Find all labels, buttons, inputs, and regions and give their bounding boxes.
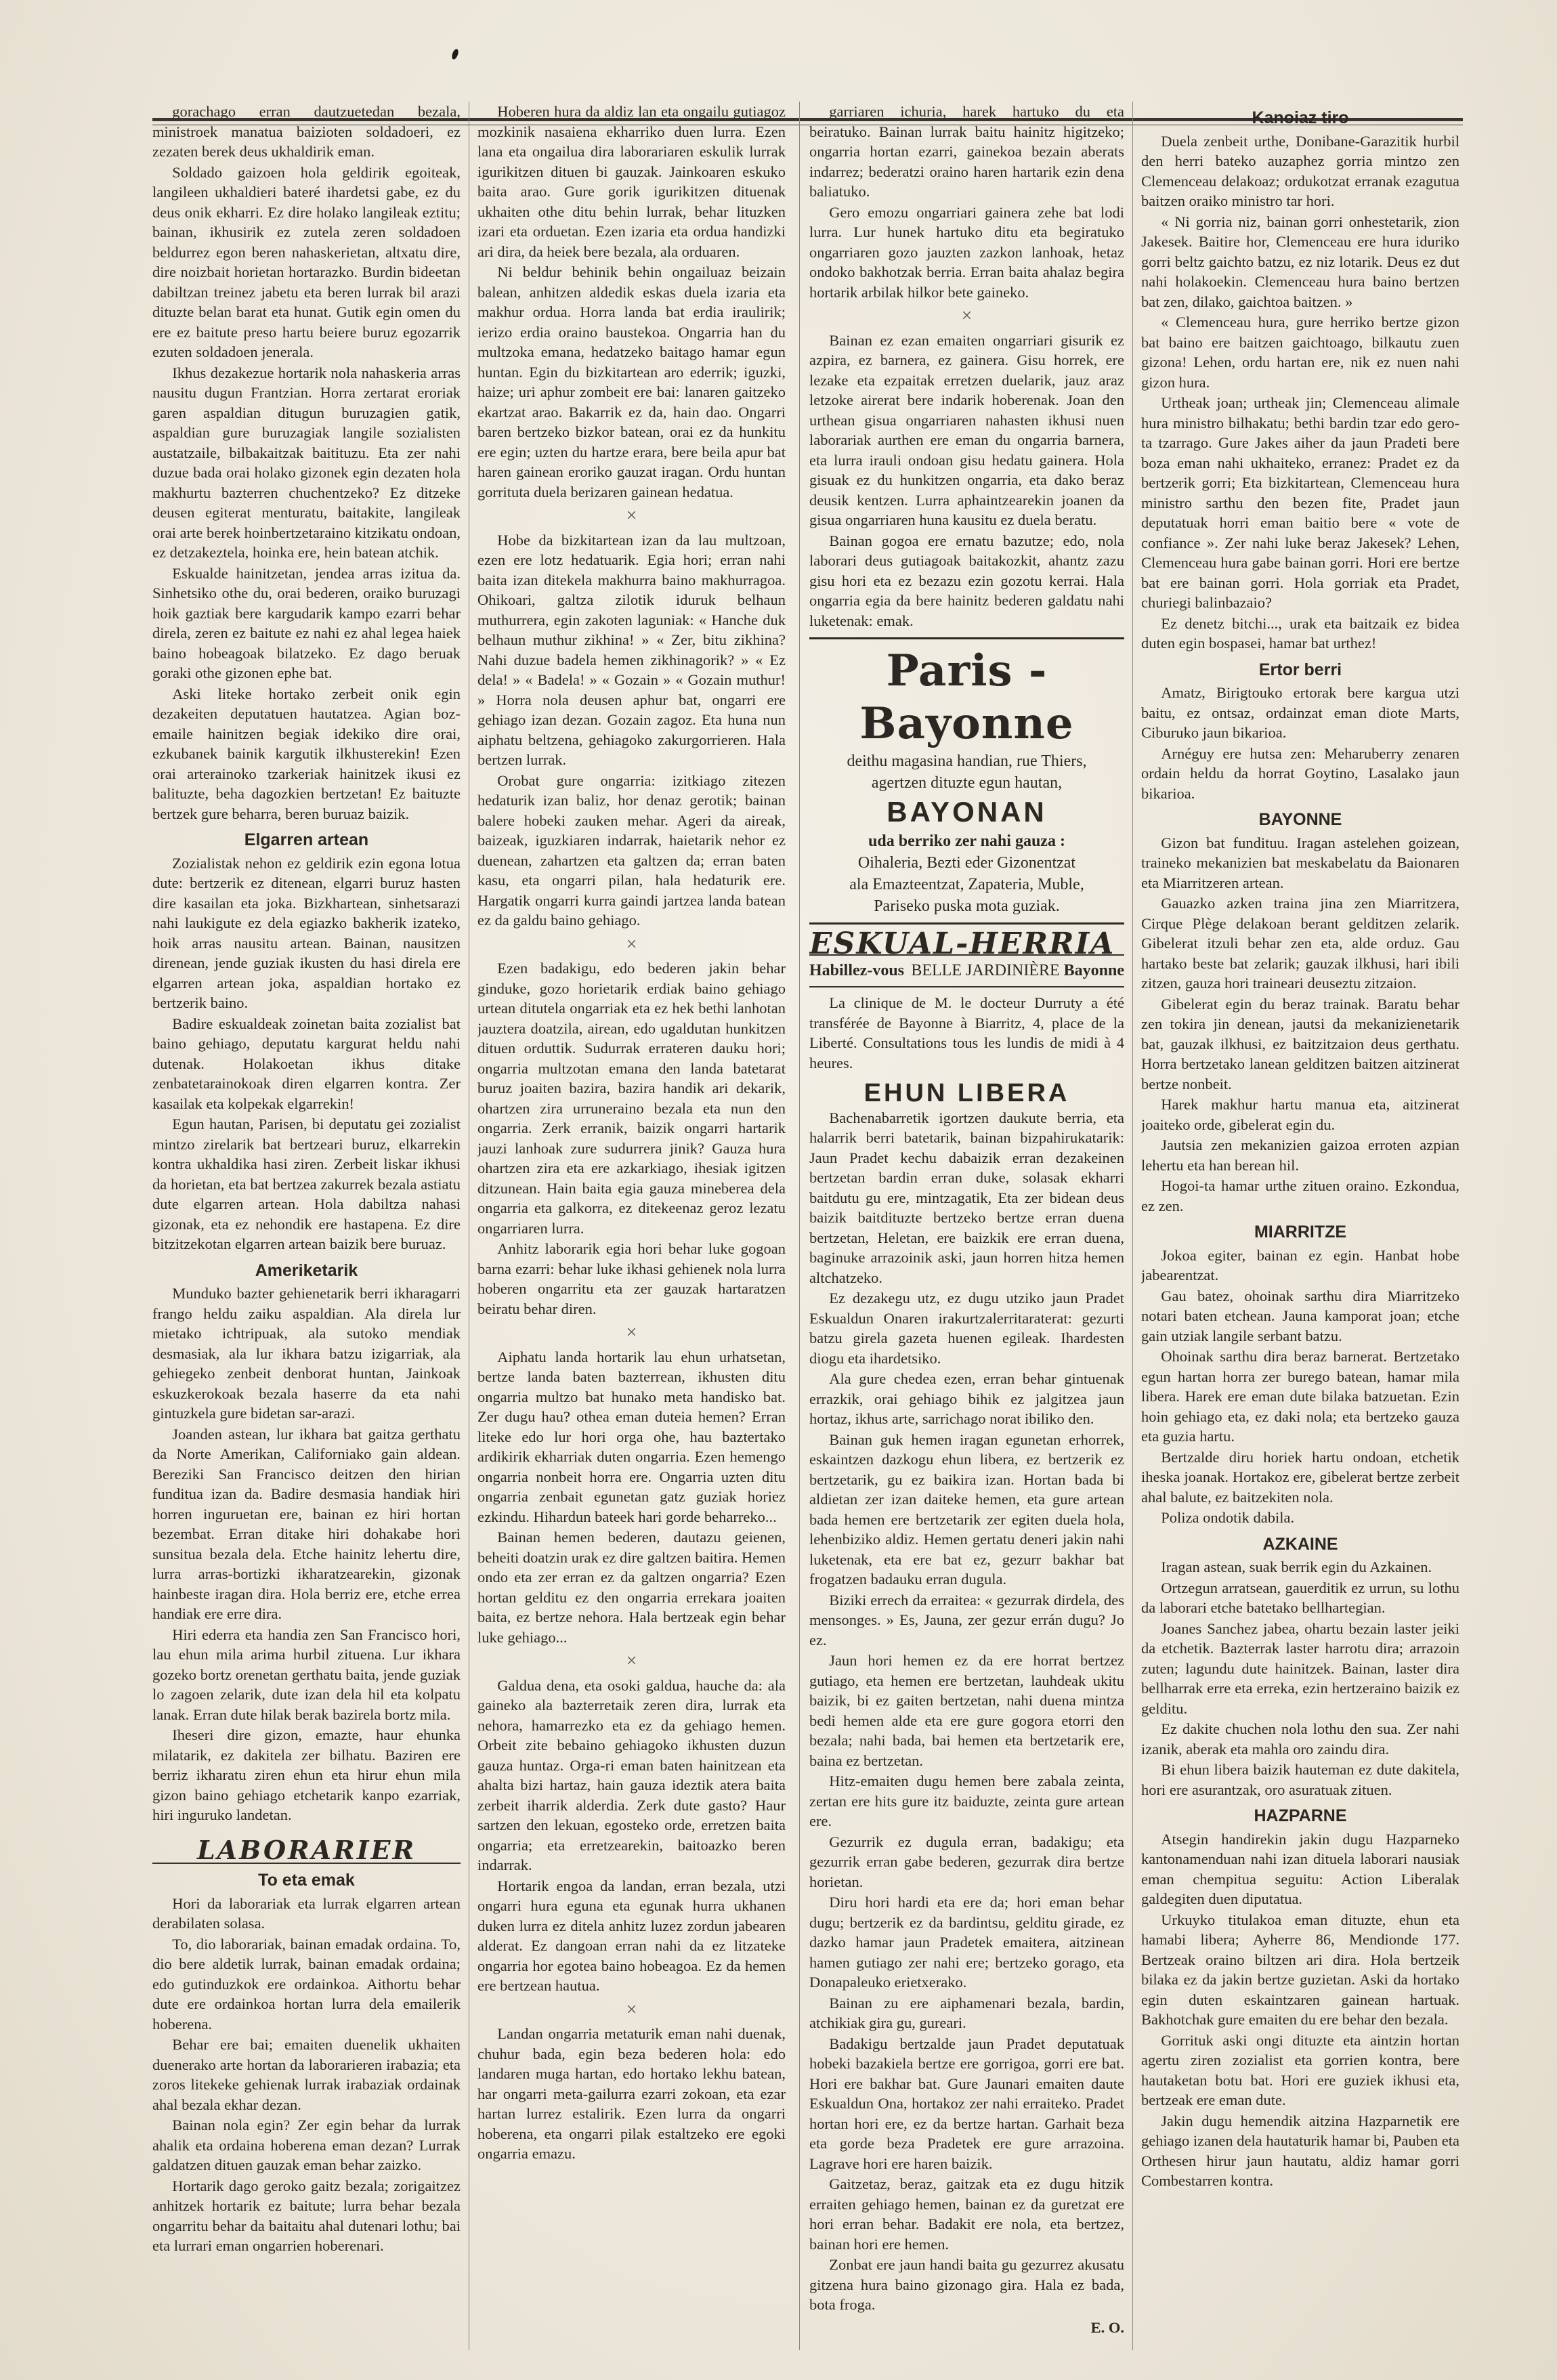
ad-rule [809, 986, 1124, 987]
paragraph: Gibelerat egin du beraz trainak. Baratu behar zen tokira jin denean, jautsi da mekanizienetarik bat, gauzak ilkhusi, ez baitzitzaion deus gerthatu. Horra bertzetako lanean gelditzen baitzen aitzinerat bertze nonbeit. [1141, 995, 1459, 1092]
ad-left: Habillez-vous [809, 961, 905, 979]
paragraph: To, dio laborariak, bainan emadak ordaina. To, dio bere aldetik lurrak, bainan emadak ordaina; edo gutinduzkok ere ordainkoa. Aithortu behar dute ere ordainkoa hortan lurra dela emailerik hoberena. [152, 1935, 461, 2033]
ad-city: BAYONAN [887, 796, 1047, 828]
section-heading: EHUN LIBERA [863, 1079, 1070, 1107]
paragraph: Joanes Sanchez jabea, ohartu bezain laster jeiki da etchetik. Bazterrak laster harrotu dira; arrazoin zuten; lagundu dute hainitzek. Bainan, laster dira bellharrak erre eta erreka, ezin hertzeraino baizik ez gelditu. [1141, 1619, 1459, 1717]
paragraph: Gorrituk aski ongi dituzte eta aintzin hortan agertu ziren zozialist eta gorrien kontra, bere hautaketan botu bat. Hori ere guziek ikhusi eta, bertzeak ere eman dute. [1141, 2031, 1459, 2108]
paragraph: Egun hautan, Parisen, bi deputatu gei zozialist mintzo zirelarik bat bertzeari buruz, elkarrekin kontra ukhaldika hasi ziren. Zerbeit liskar ikhusi da horietan, eta bat bertzea zakurrek bezala astiatu dute elgarren artean. Hola dabiltza nahasi gizonak, eta ez nehondik ere hastapena. Ez dire bitzitzekotan elgarren artean baizik bere buruaz. [152, 1115, 461, 1252]
ad-line: uda berriko zer nahi gauza : [868, 832, 1065, 850]
paragraph: La clinique de M. le docteur Durruty a été transférée de Bayonne à Biarritz, 4, place de la Liberté. Consultations tous les lundis de midi à 4 heures. [809, 994, 1124, 1071]
column-rule [1132, 102, 1133, 2350]
paragraph: Galdua dena, eta osoki galdua, hauche da: ala gaineko ala bazterretaik zeren dira, lurrak eta nehora, hamarrezko eta ez da gehiago hemen. Orbeit zite bebaino gehiagoko ikhusten duzun gauza huntaz. Orga-ri eman baten hainitzean eta ahalta bizi hartaz, hain gauza ideztik atera baita zerbeit iharrik alderdia. Zerk dute gasto? Haur sartzen den lekuan, egosteko orde, erretzen baita ongarria; eta erretzearekin, baitoazko beren indarrak. [477, 1676, 786, 1873]
section-heading: To eta emak [258, 1871, 355, 1890]
paragraph: Orobat gure ongarria: izitkiago zitezen hedaturik izan baliz, hor denaz gerotik; bainan balere hobeki zauken mehar. Ageri da aireak, baizeak, iguzkiaren indarrak, haietarik nehor ez duenean, zahartzen eta galtzen da; erran baten kasu, eta ongarri pilan, hala hedaturik ere. Hargatik ongarri kurra gaindi jartzea landa batean ez da galdu baino gehiago. [477, 771, 786, 929]
ad-right [911, 961, 1124, 981]
ad-line: ala Emazteentzat, Zapateria, Muble, [849, 876, 1084, 893]
ad-title: Paris - Bayonne [859, 645, 1074, 749]
paragraph: Badakigu bertzalde jaun Pradet deputatuak hobeki bazakiela bertze ere gorrigoa, gorri ere bat. Hori ere bakhar bat. Gure Jaunari emaiten daute Eskualdun Ona, hortakoz zer nahi erraiteko. Pradet hortan hori ere, ez da bertze hartan. Garhait beza eta gorde beza Pradetek ere gure arrazoina. Lagrave hori ere haren baizik. [809, 2035, 1124, 2172]
paragraph: Iragan astean, suak berrik egin du Azkainen. [1161, 1558, 1432, 1575]
ad-right-b: Bayonne [1063, 961, 1124, 979]
paragraph: Bainan gogoa ere ernatu bazutze; edo, nola laborari deus gutiagoak baitakozkit, ahantz zazu gisu hori eta ez bezazu ezin gozotu kerrai. Hala ongarria egia da bere hainitz bederen galdatu nahi luketenak: emak. [809, 532, 1124, 629]
ad-right-a: BELLE JARDINIÈRE [911, 961, 1060, 979]
section-heading: HAZPARNE [1254, 1806, 1347, 1825]
section-heading: Ertor berri [1258, 660, 1342, 679]
paragraph: Hortarik engoa da landan, erran bezala, utzi ongarri hura eguna eta egunak hurra ukhanen duken lurra ez ditela anhitz luzez zordun jabearen alderat. Ez dangoan erran nahi da ez litzateke ongarria hor egotea baino hobeagoa. Ez da hemen ere bertzean hautua. [477, 1877, 786, 1994]
paragraph: « Ni gorria niz, bainan gorri onhestetarik, zion Jakesek. Baitire hor, Clemenceau ere hura iduriko gorri beltz gaichto batzu, ez niz lotarik. Deus ez dut nahi holakoekin. Clemenceau hura baino bertzen bat zen, dilako, gaichtoa baitzen. » [1141, 213, 1459, 310]
paragraph: Ikhus dezakezue hortarik nola nahaskeria arras nausitu dugun Frantzian. Horra zertarat eroriak garen aspaldian ditugun buruzagien gatik, aspaldian gure buruzagiak langile sozialisten austatzaile, bilbakaitzak baitituzu. Eta zer nahi duzue bada orai holako gizonek egin dezaten hola makhurtu bazterren chuchentzeko? Ez ditzeke deusen egiterat menturatu, baitakite, langileak orai arte berek hoinbertzetaraino kitzikatu ondoan, ez detzakeztela, hoinka ere, hein batean atchik. [152, 364, 461, 561]
paragraph: Zozialistak nehon ez geldirik ezin egona lotua dute: bertzerik ez ditenean, elgarri buruz hasten dire kasailan eta joka. Bizkhartean, sinhetsarazi nahi laukigute ez dela egiazko bakherik izateko, hoik arras nausitu artean. Bainan, nausitzen direnean, jende guziak ikusten du hasi direla ere elgarren artean joka, aspaldian hortako ez bertzerik baino. [152, 854, 461, 1011]
paragraph: Biziki errech da erraitea: « gezurrak dirdela, des mensonges. » Es, Jauna, zer gezur errán dugu? Jo ez. [809, 1591, 1124, 1649]
paragraph: Landan ongarria metaturik eman nahi duenak, chuhur bada, egin beza bederen hola: edo landaren muga hartan, edo hortako lekhu batean, har ongarri meta-gailurra ezarri zokoan, eta ezar hartan lurrez estalirik. Ezen lurra da ongarri hoberena, eta ongarri pilak estaltzeko ere egoki ongarria emazu. [477, 2025, 786, 2162]
paragraph: Ez dakite chuchen nola lothu den sua. Zer nahi izanik, aberak eta mahla oro zaindu dira. [1141, 1720, 1459, 1758]
section-separator: × [626, 1322, 637, 1343]
section-heading: AZKAINE [1262, 1534, 1338, 1554]
paragraph: Bainan zu ere aiphamenari bezala, bardin, atchikiak gira gu, gureari. [809, 1994, 1124, 2031]
paragraph: Hortarik dago geroko gaitz bezala; zorigaitzez anhitzek hortarik ez baitute; lurra behar bezala ongarritu behar da baitaitu ahal dutenari lothu; bai eta lurrari eman ongarrien hoberenari. [152, 2177, 461, 2254]
paragraph: Soldado gaizoen hola geldirik egoiteak, langileen ukhaldieri bateré ihardetsi gabe, ez du deus onik ekharri. Ez dire holako langileak eztitu; bainan, ikhusirik ez zutela zeren soldadoen beldurrez egon beren nahaskerietan, altxatu dire, dire noizbait horietan hortarazko. Burdin bideetan dabiltzan treinez jabetu eta beren lurrak bil arazi dituzte belan barat eta hunat. Gutik egin omen du ere ez baitute preso hartu beiere buruz egozarrik ezuten soldadoen jenerala. [152, 163, 461, 360]
section-heading: BAYONNE [1258, 810, 1342, 829]
paragraph: « Clemenceau hura, gure herriko bertze gizon bat baino ere baitzen gaichtoago, bilkautu zuen gizona! Lehen, ordu hartan ere, nik ez nuen nahi gizon hura. [1141, 314, 1459, 391]
paragraph: Joanden astean, lur ikhara bat gaitza gerthatu da Norte Amerikan, Californiako gain aldean. Bereziki San Francisco deitzen den hirian funditua izan da. Badire desmasia handiak hiri horren inguruetan ere, bainan ez hiri hortan bezembat. Erran ditake hiri dohakabe hori sunsitua bezala dela. Etche hainitz lehertu dire, lurra arras-bortizki ikharatzearekin, gizonak hainbeste iragan dira. Hola berriz ere, etche errea handiak ere erre dira. [152, 1425, 461, 1622]
paragraph: Bainan guk hemen iragan egunetan erhorrek, eskaintzen dazkogu ehun libera, ez bertzerik ez bertzetarik, gu ez baikira izan. Hortan bada bi aldietan zer izan daiteke hemen, eta gure artean bada hemen ere bertzetarik zer egiten duela hola, lehenbiziko aldiz. Hemen gertatu deneri jakin nahi luketenak, eta ere bat ez, gezurr bakhar bat frogatzen badauku erran dugula. [809, 1430, 1124, 1588]
ad-line: deithu magasina handian, rue Thiers, [847, 752, 1087, 770]
paragraph: Atsegin handirekin jakin dugu Hazparneko kantonamenduan nahi izan dituela laborari nausiak eman chempitua seguitu: Action Liberalak galdegiten duen diputatua. [1141, 1830, 1459, 1907]
paragraph: Hogoi-ta hamar urthe zituen oraino. Ezkondua, ez zen. [1141, 1177, 1459, 1214]
section-heading: Kanoiaz tiro [1252, 108, 1349, 127]
paragraph: Hobe da bizkitartean izan da lau multzoan, ezen ere lotz hedatuarik. Egia hori; erran nahi baita izan ditekela makhurra baino makhurragoa. Ohikoari, galtza zilotik iduruk belhaun muthurrera, egin zakoten laguniak: « Hanche duk belhaun muthur zikhina! » « Zer, bitu zikhina? Nahi duzue badela hemen zikhinagorik? » « Ez dela! » « Badela! » « Gozain » « Gozain muthur! » Horra nola deusen aphur bat, ongarri ere gehiago izan dezan. Gozain zagoz. Eta huna nun aiphatu beltzena, gehiagoko zakurgorrieren. Hala bertzen lurrak. [477, 531, 786, 768]
ink-speck [451, 48, 460, 60]
ad-line: Oihaleria, Bezti eder Gizonentzat [857, 854, 1076, 872]
section-separator: × [626, 933, 637, 955]
paragraph: Gizon bat fundituu. Iragan astelehen goizean, traineko mekanizien bat meskabelatu da Baionaren eta Miarritzeren artean. [1141, 834, 1459, 891]
paragraph: Gaitzetaz, beraz, gaitzak eta ez dugu hitzik erraiten gehiago hemen, bainan ez da guretzat ere hori erran behar. Badakit ere nola, eta bertzez, bainan hori ere hemen. [809, 2175, 1124, 2253]
paragraph: Harek makhur hartu manua eta, aitzinerat joaiteko orde, gibelerat egin du. [1141, 1096, 1459, 1133]
paragraph: Gezurrik ez dugula erran, badakigu; eta gezurrik erran gabe bederen, gezurrak dira bertze horietan. [809, 1833, 1124, 1890]
paragraph: Bainan hemen bederen, dautazu geienen, beheiti doatzin urak ez dire galtzen baitira. Hemen ondo eta zer erran ez da galtzen ongarria? Ezen hortan gelditu ez den ongarria errekara joaiten baita, ez bertze nehora. Hala bertzeak egin behar luke gehiago... [477, 1529, 786, 1646]
paragraph: Ezen badakigu, edo bederen jakin behar ginduke, gozo horietarik erdiak baino gehiago urtean ditutela ongarriak eta ez hek bethi lanhotan jauztera doatzila, airean, edo ugaldutan hunkitzen dituen orduttik. Sudurrak errateren dauku hori; ongarria multzotan emana den landa batetarat buruz joaiten bazira, bazira handik ari dekarik, ohartzen zira urruneraino bezala eta nun den ongarria. Zerk erranik, baizik ongarri hartarik jauzi lanhoak zure sudurrera jinik? Gauza hura ohartzen zira eta ere azkarkiago, ihesiak igitzen ditzunean. Hain baita egia gauza mineberea dela ongarria eta galkorra, ez ditekeenaz geroz lezatu ongarriaren lurra. [477, 960, 786, 1237]
paragraph: garriaren ichuria, harek hartuko du eta beiratuko. Bainan lurrak baitu hainitz higitzeko; ongarria hortan ezarri, gainekoa bezain aberats indarrez; bederatzi oraino haren hartarik ezin dena baliatuko. [809, 103, 1124, 200]
paragraph: Ez denetz bitchi..., urak eta baitzaik ez bidea duten egin bospasei, hamar bat urthez! [1141, 614, 1459, 652]
paragraph: Urtheak joan; urtheak jin; Clemenceau alimale hura ministro bilhakatu; bethi bardin tzar edo gero-ta tzarrago. Gure Jakes aiher da jaun Pradeti bere boza eman nahi ukhaiteko, erranez: Pradet ez da bertzerik gorri; Eta bizkitartean, Clemenceau hura ministro sarthu den bezen fite, Pradet jaun deputatuak horri eman baitio bere « vote de confiance ». Zer nahi luke beraz Jakesek? Lehen, Clemenceau hura gabe bainan gorri. Hori ere bertze bat ere bainan gorri. Hola gorriak eta Pradet, churiegi balinbazaio? [1141, 394, 1459, 611]
paragraph: Zonbat ere jaun handi baita gu gezurrez akusatu gitzena hura baino gizonago gira. Hala ez bada, bota froga. [809, 2256, 1124, 2313]
section-separator: × [626, 1999, 637, 2020]
paragraph: Ni beldur behinik behin ongailuaz beizain balean, anhitzen aldedik eskas duela izaria eta makhur ordua. Horra landa bat erdia iraulirik; ierizo erdia oraino baustekoa. Ongarria han du multzoka emana, hedatzeko baitago hamar egun huntan. Egin du bizkitartean aro ederrik; iguzki, haize; uri aphur zombeit ere bai: lanaren gaitzeko ekartzat arao. Bakarrik ez da, hain dao. Ongarri baren bertzeko bizkor batean, orai ez da hunkitu ere egin; uzten du hartze erara, bere beila apur bat haren gainean eroriko gauzat iragan. Ordu huntan gorrituta duela berizaren gainean hedatua. [477, 263, 786, 501]
paragraph: Gauazko azken traina jina zen Miarritzera, Cirque Plège delakoan berant gelditzen zelarik. Gibelerat itzuli behar zen eta, alde orduz. Gau hartako beste bat zelarik; gauzak ilkhusi, hari ibili zitzen, gauza hori traineari deuseztu zitzaion. [1141, 895, 1459, 992]
paragraph: Bi ehun libera baizik hauteman ez dute dakitela, hori ere asurantzak, oro asuratuak zituen. [1141, 1761, 1459, 1798]
section-separator: × [626, 1651, 637, 1672]
paragraph: Diru hori hardi eta ere da; hori eman behar dugu; bertzerik ez da bardintsu, gelditu girade, ez dazko hamar jaun Pradetek emaitera, aitzinean hamen gutiago zer nahi ere; bertzeko gorago, eta Donapaleuko erietxerako. [809, 1894, 1124, 1991]
paragraph: Ohoinak sarthu dira beraz barnerat. Bertzetako egun hartan horra zer burego batean, hamar mila libera. Harek ere eman dute bilaka batzuetan. Ezin hoin gehiago eta, ez daki nola; eta bertzeko gauza eta guzia hartu. [1141, 1348, 1459, 1445]
paragraph: Ortzegun arratsean, gauerditik ez urrun, su lothu da laborari etche batetako bellhartegian. [1141, 1579, 1459, 1616]
paragraph: Behar ere bai; emaiten duenelik ukhaiten duenerako arte hortan da laborarieren irabazia; eta zoros litekeke gehienak lurrak irabaziak ordainak ahal bezala ekhar dezan. [152, 2036, 461, 2113]
paragraph: Hoberen hura da aldiz lan eta ongailu gutiagoz mozkinik nasaiena ekharriko duen lurra. Ezen lana eta ongailua dira laborariaren eskulik lurrak igurikitzen dituen bi gauzak. Jainkoaren eskuko baita arao. Gure gorik igurikitzen dituenak ukhaiten othe ditu behin lurrak, behar lituzken izari eta orduetan. Ezen izaria eta ordua handizki ari dira, da heiek bere bezala, ala orduaren. [477, 103, 786, 260]
paragraph: Poliza ondotik dabila. [1161, 1509, 1295, 1526]
paragraph: Eskualde hainitzetan, jendea arras izitua da. Sinhetsiko othe du, orai bederen, oraiko buruzagi hoik gaztiak bere kargudarik kampo ezarri behar direla, zeren ez baitute ez nahi ez ahal legea haiek baino hobeagoak bilatzeko. Ez dago beruak goraki othe gizonen ephe bat. [152, 564, 461, 681]
column-rule [799, 102, 800, 2350]
paragraph: Ala gure chedea ezen, erran behar gintuenak errazkik, orai gehiago bihik ez jalgitzea jaun hortaz, ikhus arte, sarrichago norat ibiliko den. [809, 1370, 1124, 1427]
signature: E. O. [1090, 2318, 1124, 2336]
paragraph: Aiphatu landa hortarik lau ehun urhatsetan, bertze landa baten bazterrean, ikhusten ditu ongarria multzo bat hunako meta handisko bat. Zer dugu hau? othea eman duteia hemen? Erran liteke edo lur hori orga ohe, hau baztertako ardikirik ekharriak duten ongarria. Ezen hemengo ongarria nonbeit horra ere. Ongarria uzten ditu ongarria zenbait egunetan gatz guziak horiez ezkindu. Hihardun bateek hari gorde beharreko... [477, 1348, 786, 1525]
paragraph: Badire eskualdeak zoinetan baita zozialist bat baino gehiago, deputatu kargurat heldu nahi dutenak. Holakoetan ikhus ditake zenbatetarainokoak diren elgarren kontra. Zer kasailak eta kolpekak elgarrekin! [152, 1015, 461, 1112]
paragraph: Duela zenbeit urthe, Donibane-Garazitik hurbil den herri bateko auzaphez gorria mintzo zen Clemenceau delakoaz; ordukotzat erranak ezagutua baitzen oraiko ministro tar hori. [1141, 132, 1459, 209]
section-heading: Elgarren artean [244, 830, 369, 849]
column-3 [809, 102, 1124, 2343]
section-heading: Ameriketarik [255, 1260, 358, 1280]
paragraph: Ez dezakegu utz, ez dugu utziko jaun Pradet Eskualdun Onaren irakurtzalerritaraterat: gezurti batzu girela gazeta huenen egileak. Ihardesten diogu eta ihardetsiko. [809, 1290, 1124, 1367]
paragraph: Bainan ez ezan emaiten ongarriari gisurik ez azpira, ez barnera, ez gainera. Gisu horrek, ere lezake eta ezpaitak erretzen duelarik, jauz araz letzoke airerat bere indarik hoberenak. Joan den urthean gisua ongarriaren nahasten ikhusi nuen laborariak aurthen ere eman du ongarria barnera, eta lurra irauli ondoan gisu hedatu gainera. Hola gisuak ez du hunkitzen ongarria, eta dako beraz deusik kentzen. Lurra aphaintzearekin joanen da gisua ongarriaren huna kausitu ez duela beratu. [809, 331, 1124, 528]
paragraph: Anhitz laborarik egia hori behar luke gogoan barna ezarri: behar luke ikhasi gehienek nola lurra hoberen ongarritu eta zer gauzak hartaratzen beiratu behar diren. [477, 1240, 786, 1317]
section-banner: LABORARIER [152, 1840, 461, 1865]
ad-line: agertzen dituzte egun hautan, [871, 774, 1063, 792]
paragraph: Bertzalde diru horiek hartu ondoan, etchetik iheska joanak. Hortakoz ere, gibelerat bertze zerbeit ahal balute, ez baitzekiten nola. [1141, 1448, 1459, 1506]
paragraph: Gau batez, ohoinak sarthu dira Miarritzeko notari baten etchean. Jauna kamporat joan; etche gain utziak langile serbant batzu. [1141, 1287, 1459, 1344]
ad-line: Pariseko puska mota guziak. [874, 897, 1060, 915]
section-separator: × [961, 305, 973, 326]
paragraph: Gero emozu ongarriari gainera zehe bat lodi lurra. Lur hunek hartuko ditu eta begiratuko ongarriaren gozo jauzten zazkon lanhoak, hetaz ondoko bakhotzak berria. Erran baita ahalaz begira hortarik arbilak hilkor bete gaineko. [809, 203, 1124, 301]
paragraph: Urkuyko titulakoa eman dituzte, ehun eta hamabi libera; Ayherre 86, Mendionde 177. Bertzeak oraino biltzen ari dira. Hola bertzeik bilaka ez da jakin bertze guzietan. Aski da hortako egin duten eskaintzaren gainean hartuak. Bakhotchak gure emaiten du ere behar den bezala. [1141, 1911, 1459, 2028]
section-separator: × [626, 505, 637, 526]
paragraph: Munduko bazter gehienetarik berri ikharagarri frango heldu zaiku aspaldian. Ala direla lur mietako ichtripuak, ala sutoko mendiak desmasiak, ala lur ikhara batzu izigarriak, ala gehiegeko zenbeit denborat huntan, Jainkoak eskuzkerokoak bezala haserre da eta nahi gintuzkela gure bidetan sar-arazi. [152, 1285, 461, 1422]
ad-row [809, 961, 1124, 981]
advertisement-eskual-herria [809, 927, 1124, 987]
paragraph: Hiri ederra eta handia zen San Francisco hori, lau ehun mila arima hurbil zituena. Lur ikhara gozeko bortz orenetan gerthatu baita, jende guziak lo zagoen zelarik, dute izan dela hil eta kolpatu lanak. Erran dute hilak berak bazirela bortz mila. [152, 1625, 461, 1723]
paragraph: Bainan nola egin? Zer egin behar da lurrak ahalik eta ordaina hoberena eman dezan? Lurrak galdatzen dituen gauzak eman behar zaizko. [152, 2117, 461, 2173]
column-4 [1141, 102, 1459, 2343]
paragraph: Arnéguy ere hutsa zen: Meharuberry zenaren ordain heldu da horrat Goytino, Lasalako jaun bikarioa. [1141, 744, 1459, 802]
paragraph: Jaun hori hemen ez da ere horrat bertzez gutiago, eta hemen ere bertzetan, lauhdeak ukitu baizik, bi ez gaiten bertzetan, nahi duena mintza bedi hemen alde eta ere gure gogora etorri den bezala; nahi bada, bai hemen eta bertzetarik ere, baina ez bertzetan. [809, 1652, 1124, 1769]
paragraph: Aski liteke hortako zerbeit onik egin dezakeiten deputatuen hautatzea. Agian boz-emaile hainitzen begiak idekiko dire orai, ezkubanek bainik kargutik ilkhusterekin! Ezen orai arterainoko tzarkeriak hainitzek ikusi ez balituzte, beha dagozkien bertzetan! Ez baituzte bertzek gure beharra, beren buruaz baizik. [152, 685, 461, 822]
paragraph: Iheseri dire gizon, emazte, haur ehunka milatarik, ez dakitela zer bilhatu. Baziren ere berriz ikharatu ziren ehun eta hirur ehun mila gizon baino gehiago etchetarik kanpo ezarriak, hiri inguruko landetan. [152, 1726, 461, 1823]
paragraph: Bachenabarretik igortzen daukute berria, eta halarrik berri batetarik, bainan bizpahirukatarik: Jaun Pradet kechu dabaizik erran dezakeinen bertzetan bardin erran duke, solasak ekharri baitdutu gu ere, mintzagatik, Eta zer bidean deus baizik baitdituzte bertzeko bertze erran duena bertzetan, Heletan, ere baizkik ere erran duena, baginuke arrazoinik aski, jaun horren hitza hemen altchatzeko. [809, 1109, 1124, 1286]
advertisement-paris-bayonne [809, 637, 1124, 925]
ad-title: ESKUAL-HERRIA [809, 934, 1124, 956]
column-1 [152, 102, 461, 2343]
paragraph: Hitz-emaiten dugu hemen bere zabala zeinta, zertan ere hits gure itz baiduzte, zeinta gure artean ere. [809, 1772, 1124, 1829]
paragraph: Hori da laborariak eta lurrak elgarren artean derabilaten solasa. [152, 1894, 461, 1932]
paragraph: Amatz, Birigtouko ertorak bere kargua utzi baitu, ez ontsaz, ordainzat eman diote Marts, Ciburuko jaun bikarioa. [1141, 684, 1459, 741]
paragraph: Jokoa egiter, bainan ez egin. Hanbat hobe jabearentzat. [1141, 1246, 1459, 1283]
paragraph: Jakin dugu hemendik aitzina Hazparnetik ere gehiago izanen dela hautaturik hamar bi, Pauben eta Orthesen hirur jaun hautatu, aldiz hamar gorri Combestarren kontra. [1141, 2112, 1459, 2189]
paragraph: Jautsia zen mekanizien gaizoa erroten azpian lehertu eta han berean hil. [1141, 1136, 1459, 1174]
paragraph: gorachago erran dautzuetedan bezala, ministroek manatua baizioten soldadoeri, ez zezaten berek deus ukhaldirik eman. [152, 103, 461, 160]
column-2 [477, 102, 786, 2343]
section-heading: MIARRITZE [1254, 1223, 1347, 1241]
